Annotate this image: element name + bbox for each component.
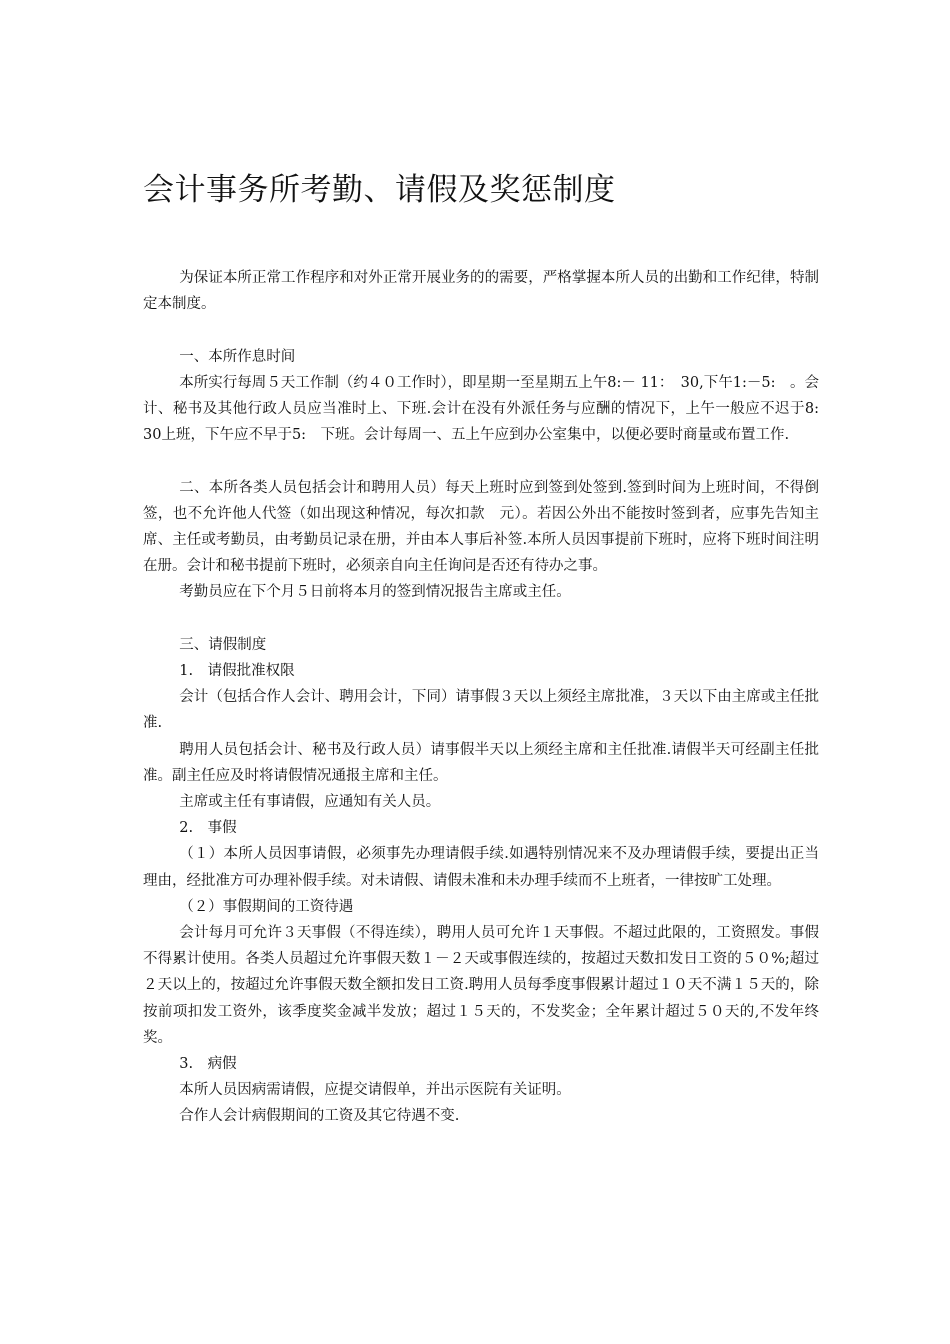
sign-in-paragraph: 二、本所各类人员包括会计和聘用人员）每天上班时应到签到处签到.签到时间为上班时间，不得倒签，也不允许他人代签（如出现这种情况，每次扣款 元）。若因公外出不能按时签到者，应事先告知主席、主任或考勤员，由考勤员记录在册，并由本人事后补签.本所人员因事提前下班时，应将下班时间注明在册。会计和秘书提前下班时，必须亲自向主任询问是否还有待办之事。 — [143, 479, 819, 575]
document-body — [143, 265, 834, 1130]
accountant-leave-paragraph: 会计（包括合作人会计、聘用会计，下同）请事假３天以上须经主席批准，３天以下由主席或主任批准. — [143, 689, 819, 732]
personal-leave-procedure-paragraph: （１）本所人员因事请假，必须事先办理请假手续.如遇特别情况来不及办理请假手续，要提出正当理由，经批准方可办理补假手续。对未请假、请假未准和未办理手续而不上班者，一律按旷工处理。 — [143, 846, 819, 889]
sick-leave-pay-paragraph: 合作人会计病假期间的工资及其它待遇不变. — [179, 1108, 460, 1125]
director-leave-paragraph: 主席或主任有事请假，应通知有关人员。 — [179, 794, 441, 811]
work-hours-paragraph: 本所实行每周５天工作制（约４０工作时），即星期一至星期五上午8:－ 11： 30,下午1:－5: 。会计、秘书及其他行政人员应当准时上、下班.会计在没有外派任务与应酬的情况下，上午一般应不迟于8: 30上班，下午应不早于5: 下班。会计每周一、五上午应到办公室集中，以便必要时商量或布置工作. — [143, 374, 834, 444]
leave-pay-paragraph: 会计每月可允许３天事假（不得连续），聘用人员可允许１天事假。不超过此限的，工资照发。事假不得累计使用。各类人员超过允许事假天数１－２天或事假连续的，按超过天数扣发日工资的５０%;超过２天以上的，按超过允许事假天数全额扣发日工资.聘用人员每季度事假累计超过１０天不满１５天的，除按前项扣发工资外，该季度奖金减半发放；超过１５天的，不发奖金；全年累计超过５０天的,不发年终奖。 — [143, 925, 819, 1046]
section-heading-leave-policy: 三、请假制度 — [179, 636, 267, 653]
attendance-report-paragraph: 考勤员应在下个月５日前将本月的签到情况报告主席或主任。 — [179, 584, 571, 601]
subheading-leave-pay: （２）事假期间的工资待遇 — [179, 898, 354, 915]
staff-leave-paragraph: 聘用人员包括会计、秘书及行政人员）请事假半天以上须经主席和主任批准.请假半天可经副主任批准。副主任应及时将请假情况通报主席和主任。 — [143, 741, 819, 784]
intro-paragraph: 为保证本所正常工作程序和对外正常开展业务的的需要，严格掌握本所人员的出勤和工作纪律，特制定本制度。 — [143, 270, 819, 313]
sick-leave-procedure-paragraph: 本所人员因病需请假，应提交请假单，并出示医院有关证明。 — [179, 1082, 571, 1099]
subheading-personal-leave: 2. 事假 — [179, 820, 237, 837]
subheading-approval-authority: 1. 请假批准权限 — [179, 663, 295, 679]
section-heading-work-hours: 一、本所作息时间 — [179, 348, 296, 365]
subheading-sick-leave: 3. 病假 — [179, 1056, 237, 1073]
document-title: 会计事务所考勤、请假及奖惩制度 — [143, 172, 616, 208]
